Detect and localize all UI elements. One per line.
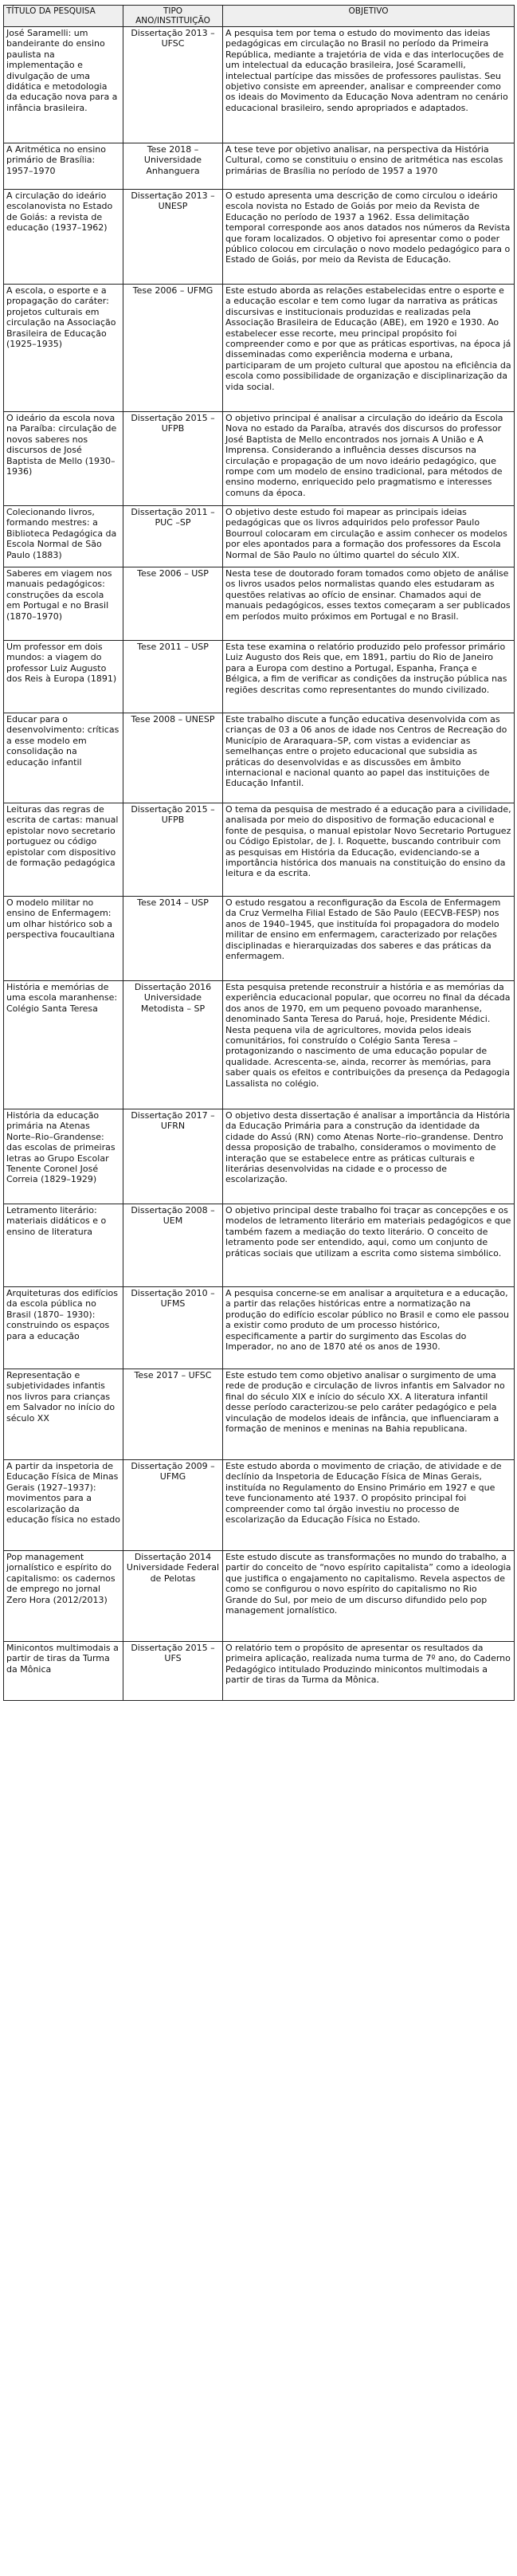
research-table — [3, 5, 515, 1701]
row-type: Tese 2014 – USP — [123, 897, 223, 981]
row-title: A circulação do ideário escolanovista no Estado de Goiás: a revista de educação (1937–1962) — [4, 190, 123, 285]
row-objective: A pesquisa concerne-se em analisar a arquitetura e a educação, a partir das relações históricas entre a normatização na produção do edifício escolar público no Brasil e como ele passou a existir como produto de um processo histórico, especificamente a partir do surgimento das Escolas do Imperador, no ano de 1870 até os anos de 1930. — [223, 1287, 515, 1369]
row-type: Dissertação 2011 – PUC –SP — [123, 506, 223, 567]
row-title: Educar para o desenvolvimento: críticas a esse modelo em consolidação na educação infantil — [4, 713, 123, 803]
row-type: Dissertação 2016 Universidade Metodista – SP — [123, 981, 223, 1109]
row-objective: Este estudo tem como objetivo analisar o surgimento de uma rede de produção e circulação de livros infantis em Salvador no final do século XIX e início do século XX. A literatura infantil desse período caracterizou-se pelo caráter pedagógico e pela vinculação de modelos ideais de infância, que influenciaram a formação de meninos e meninas na Bahia republicana. — [223, 1369, 515, 1460]
column-header-objective: OBJETIVO — [223, 6, 515, 27]
table-row — [4, 1204, 515, 1287]
row-objective: Este estudo aborda o movimento de criação, de atividade e de declínio da Inspetoria de Educação Física de Minas Gerais, instituída no Regulamento do Ensino Primário em 1927 e que teve funcionamento até 1937. O propósito principal foi compreender como tal órgão investiu no processo de escolarização da Educação Física no Estado. — [223, 1460, 515, 1551]
row-title: Um professor em dois mundos: a viagem do professor Luiz Augusto dos Reis à Europa (1891) — [4, 641, 123, 713]
row-objective: O relatório tem o propósito de apresentar os resultados da primeira aplicação, realizada numa turma de 7º ano, do Caderno Pedagógico intitulado Produzindo minicontos multimodais a partir de tiras da Turma da Mônica. — [223, 1642, 515, 1701]
row-type: Dissertação 2015 – UFPB — [123, 803, 223, 897]
table-row — [4, 1287, 515, 1369]
row-type: Dissertação 2008 – UEM — [123, 1204, 223, 1287]
table-row — [4, 1642, 515, 1701]
row-title: Arquiteturas dos edifícios da escola pública no Brasil (1870– 1930): construindo os espaços para a educação — [4, 1287, 123, 1369]
row-objective: O objetivo principal é analisar a circulação do ideário da Escola Nova no estado da Paraíba, através dos discursos do professor José Baptista de Mello encontrados nos jornais A União e A Imprensa. Considerando a influência desses discursos na circulação e propagação de um novo ideário pedagógico, que rompe com um modelo de ensino tradicional, para métodos de ensino moderno, enriquecido pelo pragmatismo e interesses comuns da época. — [223, 412, 515, 506]
row-objective: Este estudo aborda as relações estabelecidas entre o esporte e a educação escolar e tem como lugar da narrativa as práticas discursivas e institucionais produzidas e realizadas pela Associação Brasileira de Educação (ABE), em 1920 e 1930. Ao estabelecer esse recorte, meu principal propósito foi compreender como e por que as práticas esportivas, na época já disseminadas como experiência moderna e urbana, participaram de um projeto cultural que apostou na eficiência da escola como possibilidade de organização e disciplinarização da vida social. — [223, 285, 515, 412]
table-row — [4, 412, 515, 506]
row-objective: Este trabalho discute a função educativa desenvolvida com as crianças de 03 a 06 anos de idade nos Centros de Recreação do Município de Araraquara–SP, com vistas a evidenciar as semelhanças entre o projeto educacional que subsidia as práticas do desenvolvidas e as discussões em âmbito internacional e nacional quanto ao papel das instituições de Educação Infantil. — [223, 713, 515, 803]
row-title: História e memórias de uma escola maranhense: Colégio Santa Teresa — [4, 981, 123, 1109]
table-header-row — [4, 6, 515, 27]
row-title: A escola, o esporte e a propagação do caráter: projetos culturais em circulação na Associação Brasileira de Educação (1925–1935) — [4, 285, 123, 412]
row-objective: Esta tese examina o relatório produzido pelo professor primário Luiz Augusto dos Reis que, em 1891, partiu do Rio de Janeiro para a Europa com destino a Portugal, Espanha, França e Bélgica, a fim de verificar as condições da instrução pública nas regiões descritas como representantes do mundo civilizado. — [223, 641, 515, 713]
table-row — [4, 803, 515, 897]
row-title: Leituras das regras de escrita de cartas: manual epistolar novo secretario portuguez ou código epistolar com dispositivo de formação pedagógica — [4, 803, 123, 897]
row-title: Representação e subjetividades infantis nos livros para crianças em Salvador no início do século XX — [4, 1369, 123, 1460]
table-row — [4, 981, 515, 1109]
row-objective: O tema da pesquisa de mestrado é a educação para a civilidade, analisada por meio do dispositivo de formação educacional e fonte de pesquisa, o manual epistolar Novo Secretario Portuguez ou Código Epistolar, de J. I. Roquette, buscando contribuir com as pesquisas em História da Educação, evidenciando-se a importância histórica dos manuais na constituição do ensino da leitura e da escrita. — [223, 803, 515, 897]
row-title: O ideário da escola nova na Paraíba: circulação de novos saberes nos discursos de José Baptista de Mello (1930–1936) — [4, 412, 123, 506]
row-objective: Este estudo discute as transformações no mundo do trabalho, a partir do conceito de “novo espírito capitalista” como a ideologia que justifica o engajamento no capitalismo. Revela aspectos de como se configurou o novo espírito do capitalismo no Rio Grande do Sul, por meio de um discurso difundido pelo pop management jornalístico. — [223, 1551, 515, 1642]
row-objective: O objetivo deste estudo foi mapear as principais ideias pedagógicas que os livros adquiridos pelo professor Paulo Bourroul colocaram em circulação e assim conhecer os modelos por eles apontados para a formação dos professores da Escola Normal de São Paulo no último quartel do século XIX. — [223, 506, 515, 567]
table-row — [4, 1551, 515, 1642]
row-title: História da educação primária na Atenas Norte–Rio–Grandense: das escolas de primeiras letras ao Grupo Escolar Tenente Coronel José Correia (1829–1929) — [4, 1109, 123, 1204]
column-header-type: TIPO ANO/INSTITUIÇÃO — [123, 6, 223, 27]
row-type: Dissertação 2014 Universidade Federal de Pelotas — [123, 1551, 223, 1642]
row-title: José Saramelli: um bandeirante do ensino paulista na implementação e divulgação de uma didática e metodologia da educação nova para a infância brasileira. — [4, 27, 123, 143]
row-objective: Esta pesquisa pretende reconstruir a história e as memórias da experiência educacional popular, que ocorreu no final da década dos anos de 1970, em um pequeno povoado maranhense, denominado Santa Teresa do Paruá, hoje, Presidente Médici. Nesta pequena vila de agricultores, movida pelos ideais comunitários, foi construído o Colégio Santa Teresa – protagonizando o nascimento de uma educação popular de qualidade. Acrescenta-se, ainda, recorrer às memórias, para saber quais os efeitos e contribuições da presença da Pedagogia Lassalista no colégio. — [223, 981, 515, 1109]
row-title: Colecionando livros, formando mestres: a Biblioteca Pedagógica da Escola Normal de São Paulo (1883) — [4, 506, 123, 567]
row-objective: O estudo apresenta uma descrição de como circulou o ideário escola novista no Estado de Goiás por meio da Revista de Educação no período de 1937 a 1962. Essa delimitação temporal corresponde aos anos datados nos números da Revista que foram localizados. O objetivo foi apresentar como o poder público colocou em circulação o novo modelo pedagógico para o Estado de Goiás, por meio da Revista de Educação. — [223, 190, 515, 285]
row-type: Tese 2006 – UFMG — [123, 285, 223, 412]
table-row — [4, 190, 515, 285]
row-objective: O objetivo principal deste trabalho foi traçar as concepções e os modelos de letramento literário em materiais pedagógicos e que também fazem a mediação do texto literário. O conceito de letramento pode ser entendido, aqui, como um conjunto de práticas sociais que utilizam a escrita como sistema simbólico. — [223, 1204, 515, 1287]
row-title: Pop management jornalístico e espírito do capitalismo: os cadernos de emprego no jornal Zero Hora (2012/2013) — [4, 1551, 123, 1642]
table-row — [4, 897, 515, 981]
row-type: Dissertação 2009 – UFMG — [123, 1460, 223, 1551]
row-objective: A tese teve por objetivo analisar, na perspectiva da História Cultural, como se constituiu o ensino de aritmética nas escolas primárias de Brasília no período de 1957 a 1970 — [223, 143, 515, 190]
row-type: Dissertação 2010 – UFMS — [123, 1287, 223, 1369]
row-type: Tese 2018 – Universidade Anhanguera — [123, 143, 223, 190]
row-type: Tese 2017 – UFSC — [123, 1369, 223, 1460]
row-title: A partir da inspetoria de Educação Física de Minas Gerais (1927–1937): movimentos para a escolarização da educação física no estado — [4, 1460, 123, 1551]
table-row — [4, 1369, 515, 1460]
row-type: Dissertação 2015 – UFPB — [123, 412, 223, 506]
row-title: Minicontos multimodais a partir de tiras da Turma da Mônica — [4, 1642, 123, 1701]
row-type: Tese 2008 – UNESP — [123, 713, 223, 803]
row-type: Dissertação 2015 – UFS — [123, 1642, 223, 1701]
table-row — [4, 567, 515, 641]
row-objective: A pesquisa tem por tema o estudo do movimento das ideias pedagógicas em circulação no Brasil no período da Primeira República, mediante a trajetória de vida e das interlocuções de um intelectual da educação brasileira, José Scaramelli, intelectual partícipe das missões de professores paulistas. Seu objetivo consiste em apreender, analisar e compreender como os ideais do Movimento da Educação Nova adentram no cenário educacional brasileiro, sendo apropriados e adaptados. — [223, 27, 515, 143]
table-row — [4, 506, 515, 567]
table-row — [4, 143, 515, 190]
row-type: Dissertação 2013 – UFSC — [123, 27, 223, 143]
row-objective: O objetivo desta dissertação é analisar a importância da História da Educação Primária para a construção da identidade da cidade do Assú (RN) como Atenas Norte–rio–grandense. Dentro dessa proposição de trabalho, consideramos o movimento de interação que se estabelece entre as práticas culturais e literárias desenvolvidas na cidade e o processo de escolarização. — [223, 1109, 515, 1204]
table-row — [4, 641, 515, 713]
row-title: Saberes em viagem nos manuais pedagógicos: construções da escola em Portugal e no Brasil (1870–1970) — [4, 567, 123, 641]
row-title: A Aritmética no ensino primário de Brasília: 1957–1970 — [4, 143, 123, 190]
column-header-title: TÍTULO DA PESQUISA — [4, 6, 123, 27]
row-title: O modelo militar no ensino de Enfermagem: um olhar histórico sob a perspectiva foucaultiana — [4, 897, 123, 981]
row-title: Letramento literário: materiais didáticos e o ensino de literatura — [4, 1204, 123, 1287]
table-row — [4, 27, 515, 143]
row-type: Tese 2011 – USP — [123, 641, 223, 713]
table-row — [4, 1109, 515, 1204]
row-type: Dissertação 2013 – UNESP — [123, 190, 223, 285]
row-objective: O estudo resgatou a reconfiguração da Escola de Enfermagem da Cruz Vermelha Filial Estado de São Paulo (EECVB-FESP) nos anos de 1940–1945, que instituída foi propagadora do modelo militar de ensino em enfermagem, caracterizado por relações disciplinadas e hierarquizadas dos saberes e das práticas da enfermagem. — [223, 897, 515, 981]
table-row — [4, 285, 515, 412]
row-type: Dissertação 2017 – UFRN — [123, 1109, 223, 1204]
row-type: Tese 2006 – USP — [123, 567, 223, 641]
table-row — [4, 1460, 515, 1551]
table-row — [4, 713, 515, 803]
row-objective: Nesta tese de doutorado foram tomados como objeto de análise os livros usados pelos normalistas quando eles estudaram as questões relativas ao ofício de ensinar. Chamados aqui de manuais pedagógicos, esses textos começaram a ser publicados em períodos muito próximos em Portugal e no Brasil. — [223, 567, 515, 641]
